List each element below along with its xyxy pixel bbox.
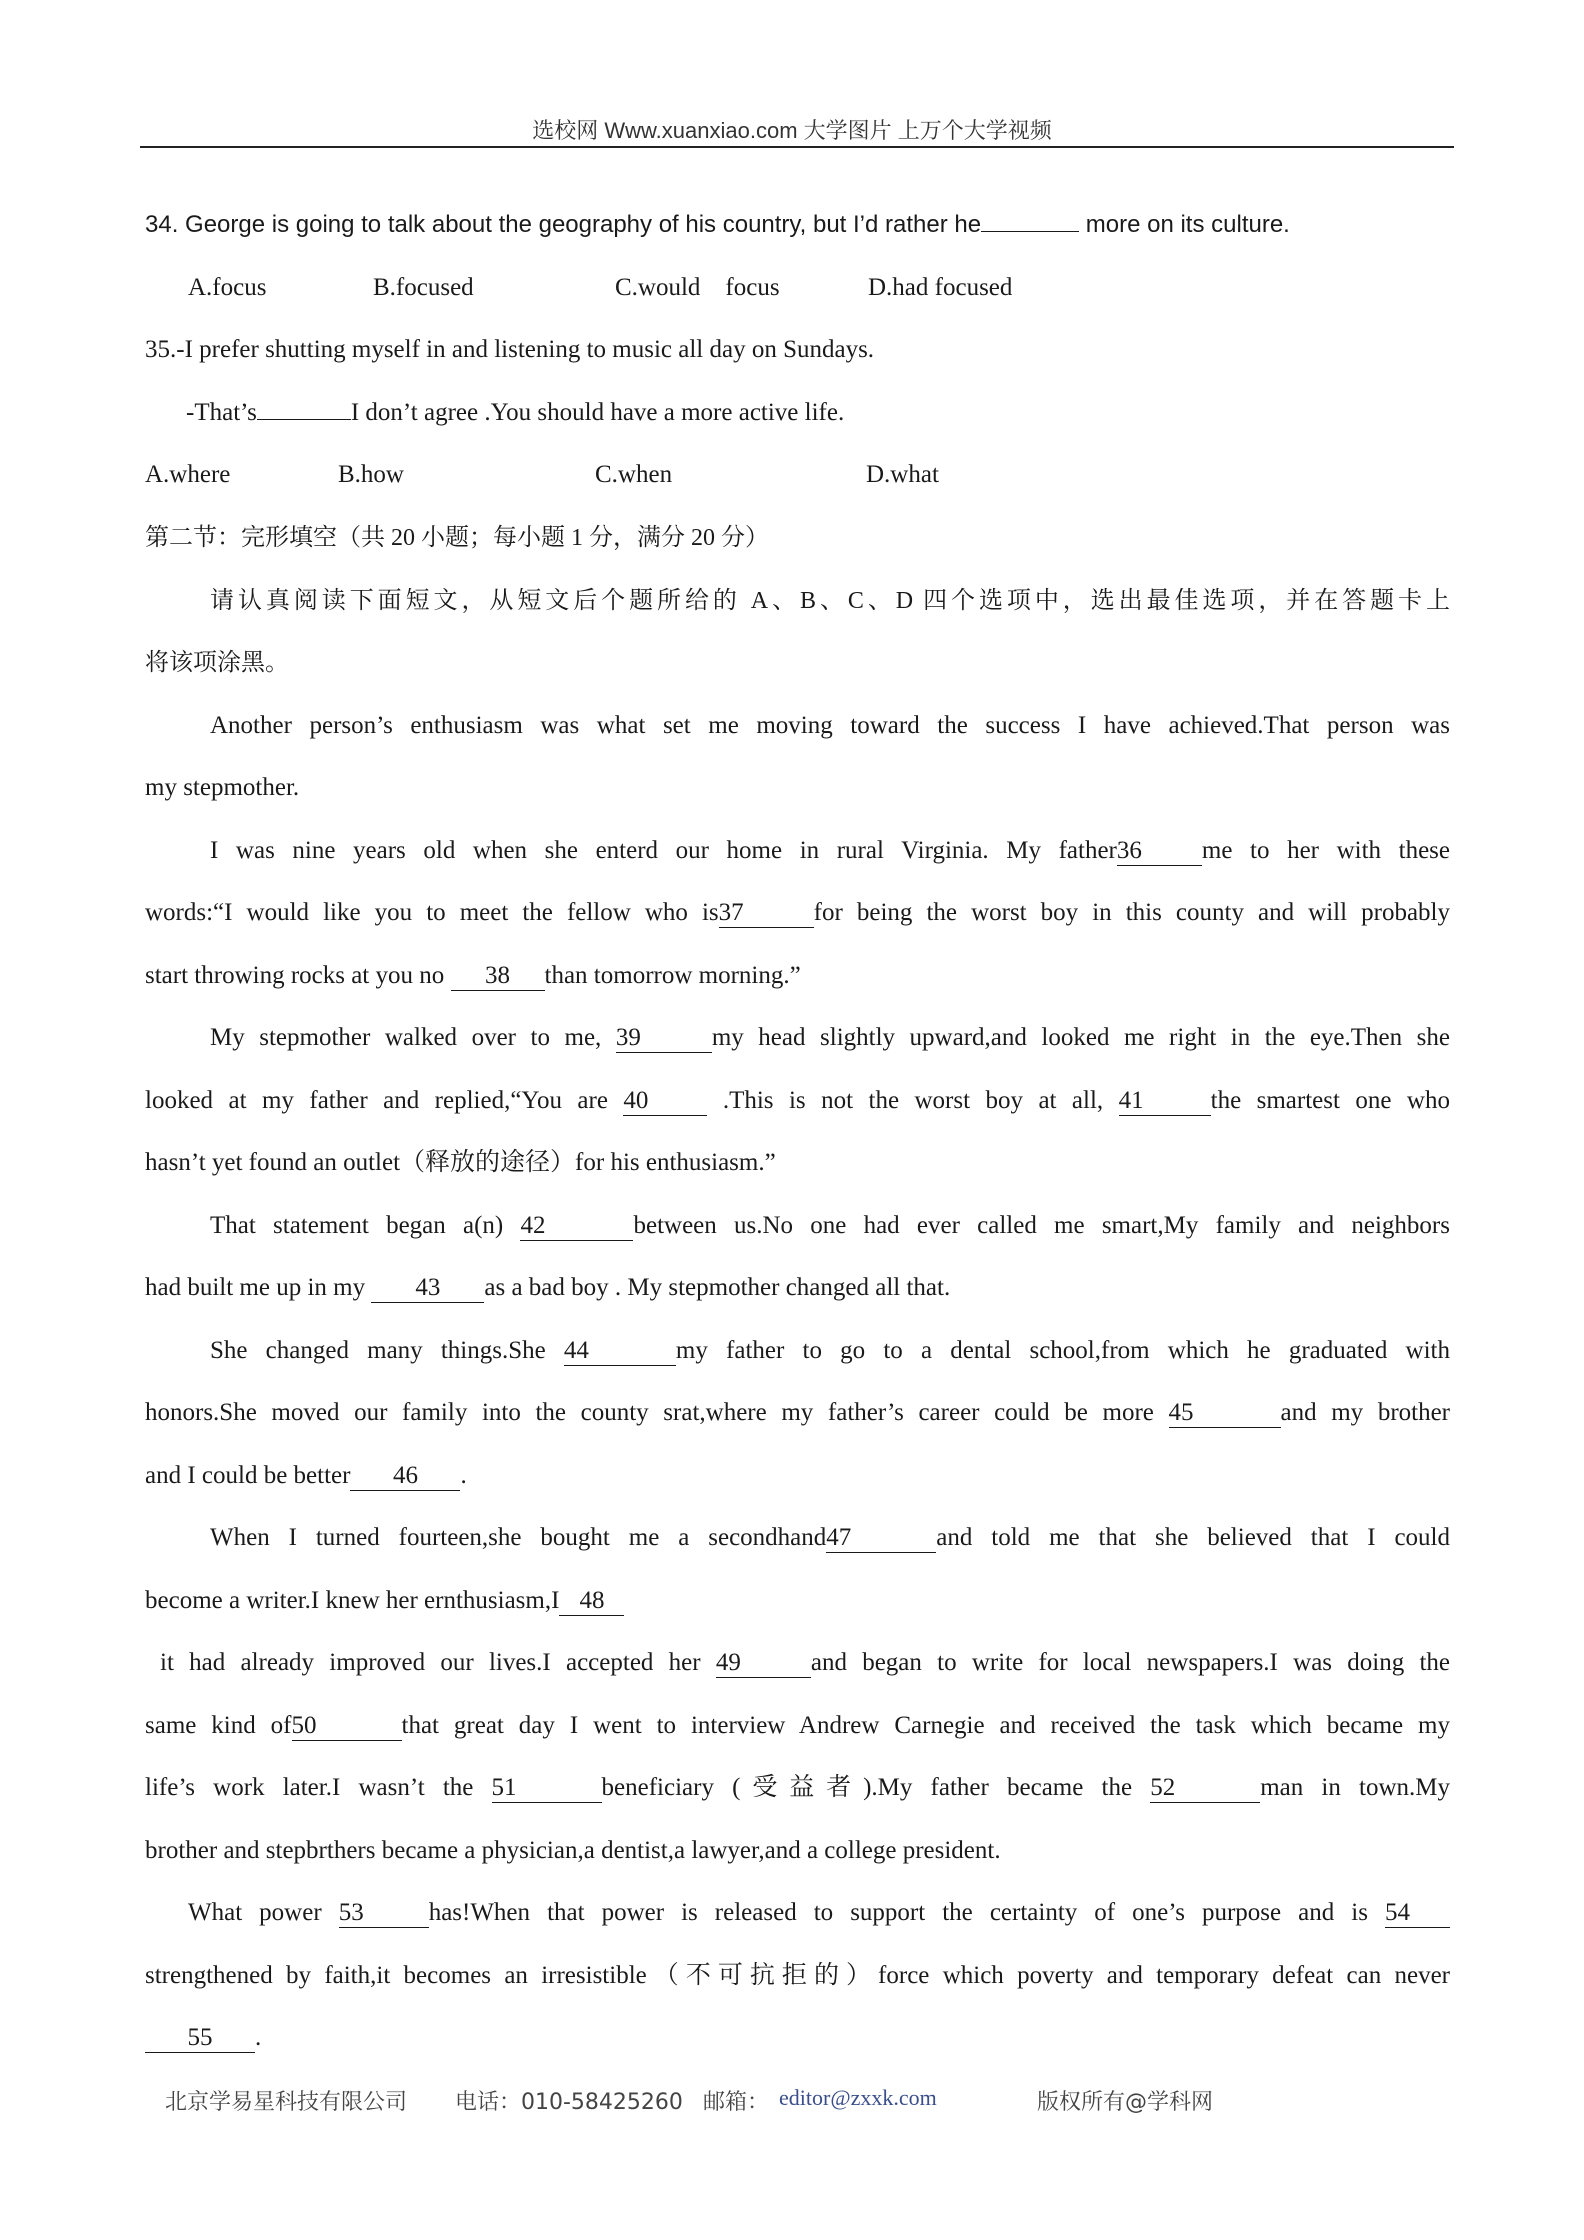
blank-39: 39 bbox=[616, 1024, 712, 1053]
passage-text: and began to write for local newspapers.I was doing the bbox=[810, 1649, 1451, 1676]
passage-p2-line-2 bbox=[145, 896, 1450, 930]
question-35-options bbox=[145, 458, 1450, 492]
question-35-reply bbox=[186, 396, 1450, 430]
blank-53: 53 bbox=[339, 1899, 429, 1928]
passage-text: and my brother bbox=[1280, 1399, 1451, 1426]
passage-text: man in town.My bbox=[1260, 1774, 1451, 1801]
question-34-stem bbox=[145, 208, 1450, 242]
passage-text: same kind of bbox=[145, 1712, 292, 1739]
footer-mail-label: 邮箱： bbox=[703, 2090, 770, 2115]
passage-p6-line-3 bbox=[160, 1646, 1450, 1680]
passage-p5-line-2 bbox=[145, 1396, 1450, 1430]
passage-text: . bbox=[460, 1462, 467, 1489]
passage-text: than tomorrow morning.” bbox=[544, 962, 801, 989]
blank-52: 52 bbox=[1150, 1774, 1260, 1803]
passage-text: it had already improved our lives.I accepted her bbox=[160, 1649, 716, 1676]
passage-text: had built me up in my bbox=[145, 1274, 372, 1301]
passage-text: that great day I went to interview Andrew Carnegie and received the task which became my bbox=[401, 1712, 1451, 1739]
question-35-blank bbox=[257, 419, 351, 420]
footer-company: 北京学易星科技有限公司 bbox=[165, 2090, 408, 2115]
question-35-option-d: D.what bbox=[866, 461, 939, 488]
passage-text: my father to go to a dental school,from which he graduated with bbox=[675, 1337, 1451, 1364]
passage-text: .This is not the worst boy at all, bbox=[707, 1087, 1119, 1114]
passage-p7-line-2: strengthened by faith,it becomes an irresistible（不可抗拒的）force which poverty and temporary defeat can never bbox=[145, 1962, 1450, 1989]
blank-43: 43 bbox=[371, 1274, 484, 1303]
blank-54: 54 bbox=[1385, 1899, 1450, 1928]
question-35-reply-end: I don’t agree .You should have a more active life. bbox=[350, 399, 845, 426]
blank-48: 48 bbox=[559, 1587, 624, 1616]
passage-text: has!When that power is released to support the certainty of one’s purpose and is bbox=[428, 1899, 1385, 1926]
passage-text: honors.She moved our family into the county srat,where my father’s career could be more bbox=[145, 1399, 1169, 1426]
question-35-option-c: C.when bbox=[595, 461, 673, 488]
passage-p5-line-1 bbox=[210, 1334, 1450, 1368]
blank-49: 49 bbox=[716, 1649, 811, 1678]
question-34-option-d: D.had focused bbox=[868, 274, 1013, 301]
passage-p2-line-1 bbox=[210, 834, 1450, 868]
blank-50: 50 bbox=[292, 1712, 402, 1741]
blank-40: 40 bbox=[623, 1087, 707, 1116]
passage-text: for being the worst boy in this county and will probably bbox=[813, 899, 1450, 926]
blank-45: 45 bbox=[1169, 1399, 1281, 1428]
passage-p1-line-1: Another person’s enthusiasm was what set me moving toward the success I have achieved.That person was bbox=[210, 712, 1450, 739]
passage-text: . bbox=[255, 2024, 262, 2051]
passage-p7-line-3 bbox=[145, 2021, 1450, 2055]
passage-text: What power bbox=[188, 1899, 339, 1926]
passage-p3-line-3: hasn’t yet found an outlet（释放的途径）for his enthusiasm.” bbox=[145, 1149, 776, 1176]
passage-text: words:“I would like you to meet the fellow who is bbox=[145, 899, 719, 926]
question-35-option-a: A.where bbox=[145, 461, 231, 488]
passage-text: life’s work later.I wasn’t the bbox=[145, 1774, 492, 1801]
passage-text: between us.No one had ever called me smart,My family and neighbors bbox=[633, 1212, 1450, 1239]
passage-text: When I turned fourteen,she bought me a secondhand bbox=[210, 1524, 827, 1551]
passage-text: and told me that she believed that I could bbox=[936, 1524, 1450, 1551]
passage-text: as a bad boy . My stepmother changed all that. bbox=[484, 1274, 951, 1301]
passage-p6-line-1 bbox=[210, 1521, 1450, 1555]
blank-44: 44 bbox=[564, 1337, 676, 1366]
blank-47: 47 bbox=[826, 1524, 936, 1553]
passage-text: I was nine years old when she enterd our home in rural Virginia. My father bbox=[210, 837, 1117, 864]
section-2-instruction: 请认真阅读下面短文，从短文后个题所给的 A、B、C、D 四个选项中，选出最佳选项，并在答题卡上 bbox=[210, 588, 1450, 614]
passage-p2-line-3 bbox=[145, 959, 1450, 993]
blank-38: 38 bbox=[451, 962, 545, 991]
page-footer bbox=[165, 2085, 1285, 2119]
question-34-options bbox=[145, 271, 1450, 305]
question-34-option-c: C.would focus bbox=[615, 274, 780, 301]
blank-55: 55 bbox=[145, 2024, 255, 2053]
passage-p6-line-4 bbox=[145, 1709, 1450, 1743]
footer-phone: 电话：010-58425260 bbox=[455, 2090, 683, 2115]
passage-p6-line-6: brother and stepbrthers became a physician,a dentist,a lawyer,and a college president. bbox=[145, 1837, 1001, 1864]
passage-p1-line-2: my stepmother. bbox=[145, 774, 300, 801]
passage-p4-line-2 bbox=[145, 1271, 1450, 1305]
question-34-stem-end: more on its culture. bbox=[1079, 211, 1290, 238]
passage-text: looked at my father and replied,“You are bbox=[145, 1087, 624, 1114]
blank-42: 42 bbox=[520, 1212, 633, 1241]
question-34-blank bbox=[981, 231, 1079, 232]
passage-text: and I could be better bbox=[145, 1462, 351, 1489]
passage-text: the smartest one who bbox=[1210, 1087, 1450, 1114]
passage-p7-line-1 bbox=[188, 1896, 1450, 1930]
question-34-option-a: A.focus bbox=[188, 274, 267, 301]
passage-p4-line-1 bbox=[210, 1209, 1450, 1243]
passage-p3-line-2 bbox=[145, 1084, 1450, 1118]
passage-p3-line-1 bbox=[210, 1021, 1450, 1055]
passage-text: beneficiary (受益者).My father became the bbox=[601, 1774, 1151, 1801]
question-35-reply-start: -That’s bbox=[186, 399, 257, 426]
section-2-title: 第二节：完形填空（共 20 小题；每小题 1 分，满分 20 分） bbox=[145, 525, 769, 551]
passage-text: become a writer.I knew her ernthusiasm,I bbox=[145, 1587, 560, 1614]
passage-text: My stepmother walked over to me, bbox=[210, 1024, 616, 1051]
question-35-option-b: B.how bbox=[338, 461, 404, 488]
passage-text: That statement began a(n) bbox=[210, 1212, 521, 1239]
blank-41: 41 bbox=[1119, 1087, 1211, 1116]
blank-37: 37 bbox=[719, 899, 814, 928]
passage-text: She changed many things.She bbox=[210, 1337, 564, 1364]
passage-p6-line-5 bbox=[145, 1771, 1450, 1805]
question-35-stem: 35.-I prefer shutting myself in and listening to music all day on Sundays. bbox=[145, 336, 875, 363]
section-2-instruction-cont: 将该项涂黑。 bbox=[145, 650, 289, 676]
footer-copyright: 版权所有@学科网 bbox=[1037, 2090, 1214, 2115]
question-34-option-b: B.focused bbox=[373, 274, 474, 301]
page-header: 选校网 Www.xuanxiao.com 大学图片 上万个大学视频 bbox=[532, 118, 1052, 143]
blank-36: 36 bbox=[1117, 837, 1202, 866]
question-34-stem-start: 34. George is going to talk about the geography of his country, but I’d rather he bbox=[145, 211, 982, 238]
blank-46: 46 bbox=[350, 1462, 460, 1491]
blank-51: 51 bbox=[492, 1774, 602, 1803]
passage-p5-line-3 bbox=[145, 1459, 1450, 1493]
passage-text: me to her with these bbox=[1201, 837, 1450, 864]
header-divider bbox=[140, 146, 1454, 148]
passage-text: start throwing rocks at you no bbox=[145, 962, 451, 989]
passage-text: my head slightly upward,and looked me right in the eye.Then she bbox=[711, 1024, 1450, 1051]
footer-mail-link[interactable]: editor@zxxk.com bbox=[779, 2085, 937, 2110]
passage-p6-line-2 bbox=[145, 1584, 1450, 1618]
